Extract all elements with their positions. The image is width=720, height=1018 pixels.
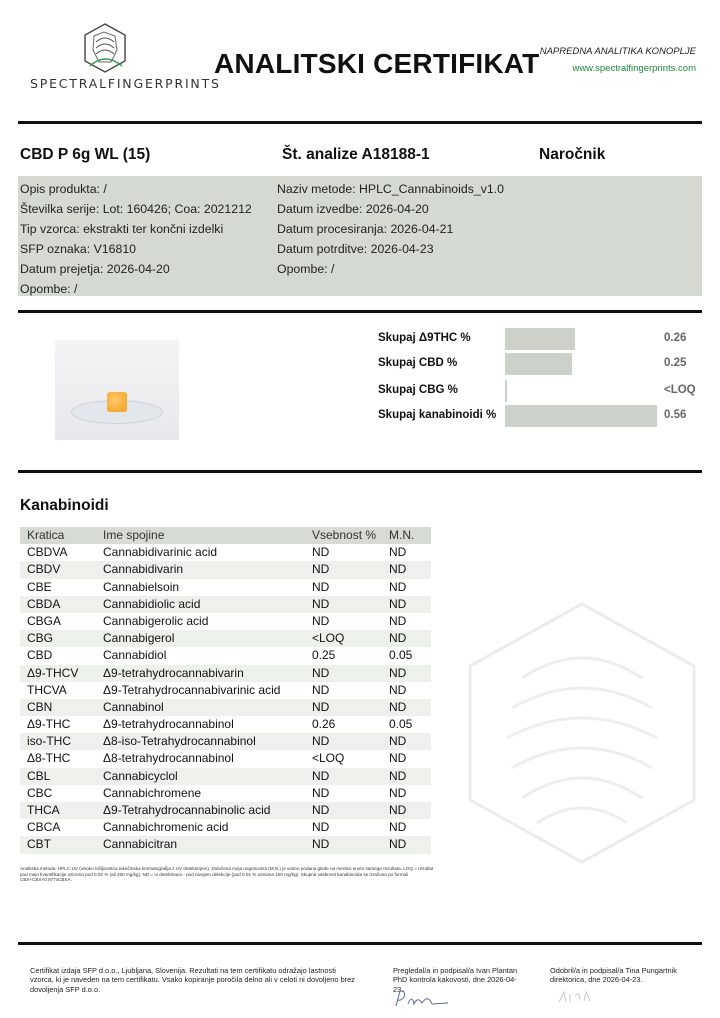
- cell-compound-name: Δ8-iso-Tetrahydrocannabinol: [103, 734, 256, 749]
- table-row: [20, 561, 431, 578]
- summary-label: Skupaj CBD %: [378, 357, 458, 369]
- cell-compound-name: Cannabidiol: [103, 648, 167, 663]
- table-row: [20, 750, 431, 767]
- cell-content: ND: [312, 768, 330, 783]
- tagline: NAPREDNA ANALITIKA KONOPLJE: [539, 46, 696, 57]
- cell-abbreviation: THCVA: [27, 682, 67, 697]
- cell-abbreviation: CBD: [27, 648, 53, 663]
- identification-row: [20, 146, 700, 168]
- table-row: [20, 819, 431, 836]
- cell-abbreviation: Δ9-THC: [27, 717, 71, 732]
- analysis-number: Št. analize A18188-1: [282, 146, 430, 163]
- cell-content: ND: [312, 665, 330, 680]
- cell-uncertainty: ND: [389, 613, 407, 628]
- reviewer-signature: [392, 988, 452, 1010]
- cell-abbreviation: Δ9-THCV: [27, 665, 79, 680]
- cell-content: ND: [312, 613, 330, 628]
- divider: [18, 942, 702, 945]
- table-row: [20, 802, 431, 819]
- cell-compound-name: Δ9-Tetrahydrocannabinolic acid: [103, 803, 271, 817]
- cell-uncertainty: ND: [389, 734, 407, 749]
- table-row: [20, 596, 431, 613]
- cell-compound-name: Cannabicitran: [103, 837, 178, 852]
- cell-uncertainty: ND: [389, 562, 407, 577]
- cell-compound-name: Cannabichromene: [103, 785, 202, 800]
- cell-compound-name: Cannabigerol: [103, 631, 175, 646]
- hexagon-logo-icon: [82, 22, 128, 74]
- cannabinoids-title: Kanabinoidi: [20, 497, 109, 514]
- sample-info-left: [20, 179, 252, 299]
- cell-abbreviation: CBG: [27, 631, 54, 646]
- cell-uncertainty: 0.05: [389, 648, 413, 663]
- approver-signature: [556, 988, 596, 1006]
- info-method-name: Naziv metode: HPLC_Cannabinoids_v1.0: [277, 182, 504, 196]
- cell-uncertainty: ND: [389, 803, 407, 817]
- cell-uncertainty: ND: [389, 785, 407, 800]
- cell-compound-name: Cannabichromenic acid: [103, 820, 229, 835]
- column-header: M.N.: [389, 528, 415, 542]
- summary-value: 0.56: [664, 409, 687, 421]
- cell-uncertainty: ND: [389, 768, 407, 783]
- cell-content: ND: [312, 579, 330, 594]
- cell-abbreviation: CBT: [27, 837, 51, 852]
- sample-info-panel: [18, 176, 702, 296]
- table-row: [20, 716, 431, 733]
- info-batch-number: Številka serije: Lot: 160426; Coa: 2021212: [20, 202, 252, 216]
- cell-uncertainty: ND: [389, 682, 407, 697]
- cell-content: ND: [312, 699, 330, 714]
- cell-uncertainty: ND: [389, 837, 407, 852]
- cell-content: ND: [312, 785, 330, 800]
- product-name: CBD P 6g WL (15): [20, 146, 151, 163]
- cell-abbreviation: CBGA: [27, 613, 62, 628]
- divider: [18, 470, 702, 473]
- cell-uncertainty: ND: [389, 751, 407, 766]
- divider: [18, 121, 702, 124]
- summary-value: 0.26: [664, 332, 687, 344]
- footer-approver: Odobril/a in podpisal/a Tina Pungartnik direktorica, dne 2026-04-23.: [550, 966, 677, 985]
- summary-row: [0, 351, 720, 375]
- cell-uncertainty: ND: [389, 665, 407, 680]
- summary-label: Skupaj Δ9THC %: [378, 332, 471, 344]
- company-logo: [30, 22, 221, 100]
- summary-row: [0, 326, 720, 350]
- cell-abbreviation: Δ8-THC: [27, 751, 71, 766]
- table-row: [20, 768, 431, 785]
- summary-value: <LOQ: [664, 384, 696, 396]
- summary-bar: [505, 380, 507, 402]
- cell-compound-name: Cannabidivarinic acid: [103, 545, 218, 560]
- cell-content: ND: [312, 545, 330, 560]
- cell-content: ND: [312, 803, 330, 817]
- table-row: [20, 665, 431, 682]
- cell-uncertainty: ND: [389, 545, 407, 560]
- cell-content: ND: [312, 820, 330, 835]
- table-row: [20, 785, 431, 802]
- cell-compound-name: Cannabidivarin: [103, 562, 184, 577]
- summary-label: Skupaj CBG %: [378, 384, 458, 396]
- info-method-notes: Opombe: /: [277, 262, 335, 276]
- cell-abbreviation: CBC: [27, 785, 53, 800]
- table-row: [20, 682, 431, 699]
- table-row: [20, 630, 431, 647]
- cell-compound-name: Δ8-tetrahydrocannabinol: [103, 751, 234, 766]
- column-header: Ime spojine: [103, 528, 165, 542]
- cell-abbreviation: CBDV: [27, 562, 61, 577]
- cell-content: ND: [312, 682, 330, 697]
- cell-uncertainty: 0.05: [389, 717, 413, 732]
- header-right: [526, 46, 696, 74]
- cell-content: <LOQ: [312, 751, 345, 766]
- cell-abbreviation: CBE: [27, 579, 52, 594]
- cell-uncertainty: ND: [389, 820, 407, 835]
- watermark-icon: [462, 598, 702, 868]
- footer-reviewer: Pregledal/a in podpisal/a Ivan Plantan PhD kontrola kakovosti, dne 2026-04-23.: [393, 966, 518, 994]
- method-footnote: Analitska metoda: HPLC-UV (visoko ločljivostna tekočinska kromatografija z UV detektorjem). Določena meja negotovosti (M.N.) je vedno podana glede na mersko enoto samega rezultata. LOQ = rezultat pod mejo kvantifikacije oziroma pod 0.02 % (ali 200 mg/kg). ND = ni detektirano - pod nivojem detekcije (pod 0.01 % oziroma 100 mg/kg). Skupna vsebnost kanabinoida se izračuna po formuli CBX+CBX×0.877xCBXA.: [20, 866, 434, 883]
- table-header-row: [20, 527, 431, 544]
- summary-bar: [505, 328, 575, 350]
- info-sfp-code: SFP oznaka: V16810: [20, 242, 136, 256]
- cell-content: ND: [312, 837, 330, 852]
- cell-abbreviation: iso-THC: [27, 734, 71, 749]
- info-confirmation-date: Datum potrditve: 2026-04-23: [277, 242, 434, 256]
- divider: [18, 310, 702, 313]
- cell-uncertainty: ND: [389, 579, 407, 594]
- cell-compound-name: Cannabinol: [103, 699, 164, 714]
- table-row: [20, 579, 431, 596]
- cell-compound-name: Δ9-tetrahydrocannabinol: [103, 717, 234, 732]
- table-row: [20, 733, 431, 750]
- website-link[interactable]: www.spectralfingerprints.com: [572, 63, 696, 74]
- cell-abbreviation: CBCA: [27, 820, 61, 835]
- cell-uncertainty: ND: [389, 631, 407, 646]
- table-row: [20, 836, 431, 853]
- summary-bar: [505, 353, 572, 375]
- summary-row: [0, 403, 720, 427]
- cell-abbreviation: CBN: [27, 699, 53, 714]
- cell-compound-name: Cannabielsoin: [103, 579, 180, 594]
- info-received-date: Datum prejetja: 2026-04-20: [20, 262, 170, 276]
- cell-content: ND: [312, 734, 330, 749]
- summary-label: Skupaj kanabinoidi %: [378, 409, 497, 421]
- cell-content: ND: [312, 596, 330, 611]
- cell-abbreviation: THCA: [27, 803, 60, 817]
- summary-value: 0.25: [664, 357, 687, 369]
- cell-abbreviation: CBDVA: [27, 545, 68, 560]
- footer-disclaimer: Certifikat izdaja SFP d.o.o., Ljubljana, Slovenija. Rezultati na tem certifikatu odražajo lastnosti vzorca, ki je naveden na tem certifikatu. Vsako kopiranje poročila delno ali v celoti ni dovoljeno brez dovoljenja SFP d.o.o.: [30, 966, 355, 994]
- info-notes: Opombe: /: [20, 282, 78, 296]
- cell-abbreviation: CBDA: [27, 596, 61, 611]
- info-product-description: Opis produkta: /: [20, 182, 107, 196]
- cell-content: ND: [312, 562, 330, 577]
- info-sample-type: Tip vzorca: ekstrakti ter končni izdelki: [20, 222, 224, 236]
- cell-compound-name: Δ9-Tetrahydrocannabivarinic acid: [103, 682, 281, 697]
- cell-content: <LOQ: [312, 631, 345, 646]
- page-title: ANALITSKI CERTIFIKAT: [214, 48, 540, 79]
- cannabinoids-table: [20, 527, 431, 854]
- cell-abbreviation: CBL: [27, 768, 51, 783]
- cell-content: 0.25: [312, 648, 336, 663]
- column-header: Vsebnost %: [312, 528, 377, 542]
- cell-compound-name: Cannabidiolic acid: [103, 596, 201, 611]
- table-row: [20, 544, 431, 561]
- cell-compound-name: Δ9-tetrahydrocannabivarin: [103, 665, 244, 680]
- info-execution-date: Datum izvedbe: 2026-04-20: [277, 202, 429, 216]
- summary-row: [0, 378, 720, 402]
- cell-content: 0.26: [312, 717, 336, 732]
- info-processing-date: Datum procesiranja: 2026-04-21: [277, 222, 454, 236]
- logo-wordmark: SPECTRALFINGERPRINTS: [30, 76, 221, 91]
- table-row: [20, 699, 431, 716]
- cell-uncertainty: ND: [389, 699, 407, 714]
- cell-uncertainty: ND: [389, 596, 407, 611]
- client-label: Naročnik: [539, 146, 606, 163]
- table-row: [20, 613, 431, 630]
- cell-compound-name: Cannabicyclol: [103, 768, 178, 783]
- summary-bar: [505, 405, 657, 427]
- cell-compound-name: Cannabigerolic acid: [103, 613, 209, 628]
- method-info-right: [277, 179, 504, 279]
- table-row: [20, 647, 431, 664]
- column-header: Kratica: [27, 528, 65, 542]
